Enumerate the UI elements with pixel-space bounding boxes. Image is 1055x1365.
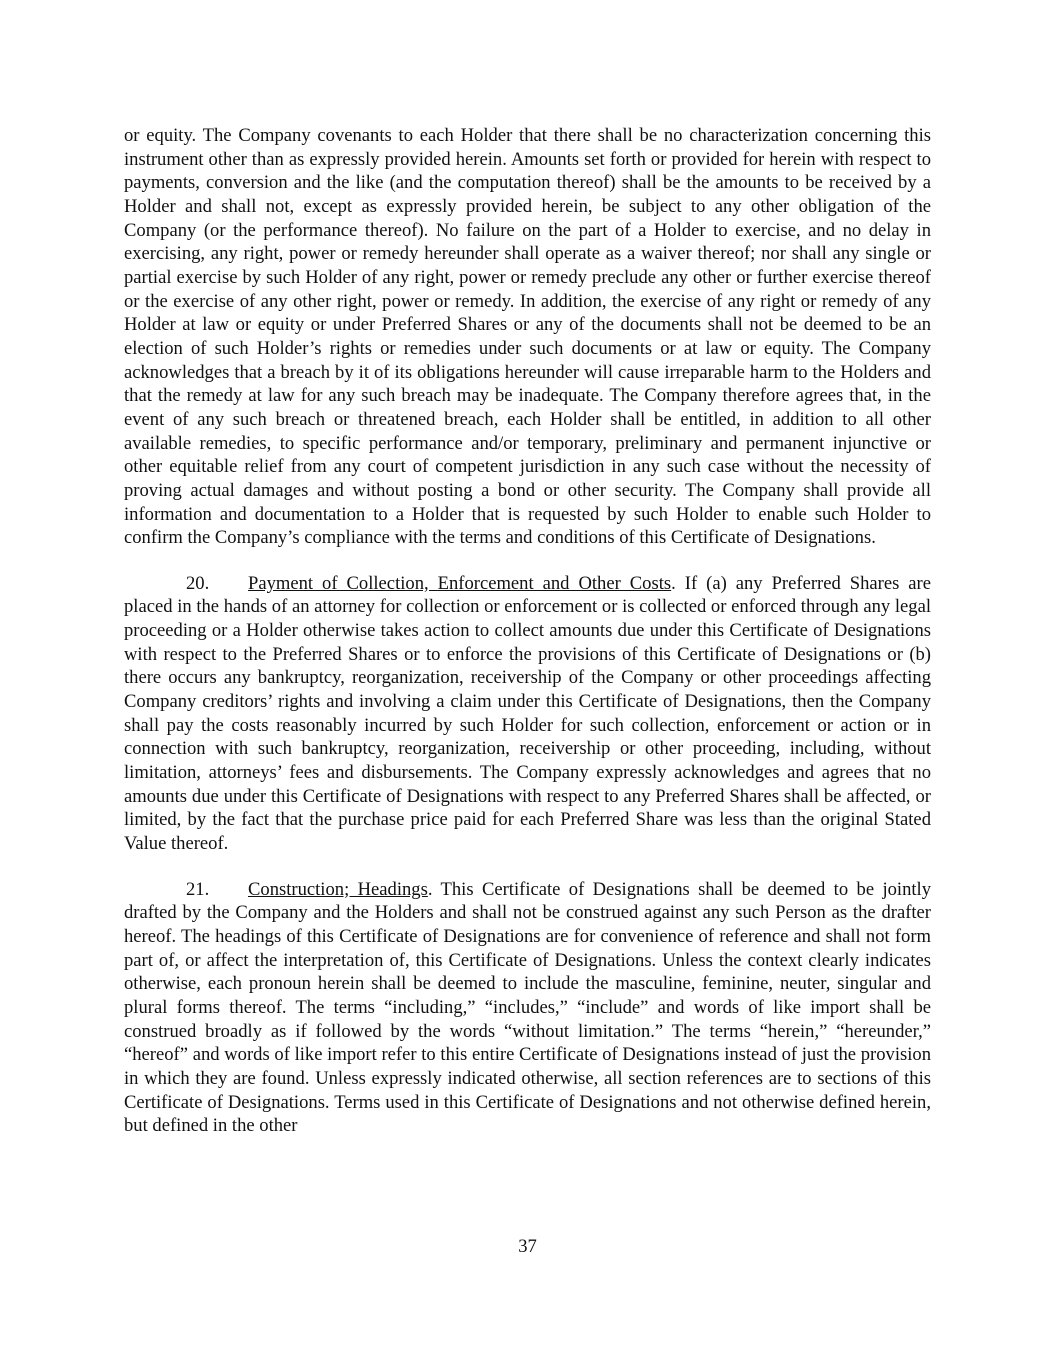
heading-suffix: .	[427, 878, 433, 900]
section-21	[124, 878, 931, 1138]
section-heading: Construction; Headings	[248, 878, 428, 900]
heading-suffix: .	[671, 572, 676, 594]
page-number: 37	[518, 1236, 537, 1257]
section-number: 20.	[186, 572, 210, 594]
document-page	[124, 124, 931, 1160]
section-20	[124, 572, 931, 856]
section-heading: Payment of Collection, Enforcement and Other Costs	[248, 572, 672, 594]
section-body: If (a) any Preferred Shares are placed in the hands of an attorney for collection or enforcement or is collected or enforced through any legal proceeding or a Holder otherwise takes action to collect amounts due under this Certificate of Designations with respect to the Preferred Shares or to enforce the provisions of this Certificate of Designations or (b) there occurs any bankruptcy, reorganization, receivership of the Company or other proceedings affecting Company creditors’ rights and involving a claim under this Certificate of Designations, then the Company shall pay the costs reasonably incurred by such Holder for such collection, enforcement or action or in connection with such bankruptcy, reorganization, receivership or other proceeding, including, without limitation, attorneys’ fees and disbursements. The Company expressly acknowledges and agrees that no amounts due under this Certificate of Designations with respect to any Preferred Shares shall be affected, or limited, by the fact that the purchase price paid for each Preferred Share was less than the original Stated Value thereof.	[124, 572, 931, 855]
continued-paragraph: or equity. The Company covenants to each Holder that there shall be no characterization concerning this instrument other than as expressly provided herein. Amounts set forth or provided for herein with respect to payments, conversion and the like (and the computation thereof) shall be the amounts to be received by a Holder and shall not, except as expressly provided herein, be subject to any other obligation of the Company (or the performance thereof). No failure on the part of a Holder to exercise, and no delay in exercising, any right, power or remedy hereunder shall operate as a waiver thereof; nor shall any single or partial exercise by such Holder of any right, power or remedy preclude any other or further exercise thereof or the exercise of any other right, power or remedy. In addition, the exercise of any right or remedy of any Holder at law or equity or under Preferred Shares or any of the documents shall not be deemed to be an election of such Holder’s rights or remedies under such documents or at law or equity. The Company acknowledges that a breach by it of its obligations hereunder will cause irreparable harm to the Holders and that the remedy at law for any such breach may be inadequate. The Company therefore agrees that, in the event of any such breach or threatened breach, each Holder shall be entitled, in addition to all other available remedies, to specific performance and/or temporary, preliminary and permanent injunctive or other equitable relief from any court of competent jurisdiction in any such case without the necessity of proving actual damages and without posting a bond or other security. The Company shall provide all information and documentation to a Holder that is requested by such Holder to enable such Holder to confirm the Company’s compliance with the terms and conditions of this Certificate of Designations.	[124, 125, 931, 549]
section-number: 21.	[186, 878, 210, 900]
section-body: This Certificate of Designations shall be deemed to be jointly drafted by the Company and the Holders and shall not be construed against any such Person as the drafter hereof. The headings of this Certificate of Designations are for convenience of reference and shall not form part of, or affect the interpretation of, this Certificate of Designations. Unless the context clearly indicates otherwise, each pronoun herein shall be deemed to include the masculine, feminine, neuter, singular and plural forms thereof. The terms “including,” “includes,” “include” and words of like import shall be construed broadly as if followed by the words “without limitation.” The terms “herein,” “hereunder,” “hereof” and words of like import refer to this entire Certificate of Designations instead of just the provision in which they are found. Unless expressly indicated otherwise, all section references are to sections of this Certificate of Designations. Terms used in this Certificate of Designations and not otherwise defined herein, but defined in the other	[124, 878, 931, 1137]
